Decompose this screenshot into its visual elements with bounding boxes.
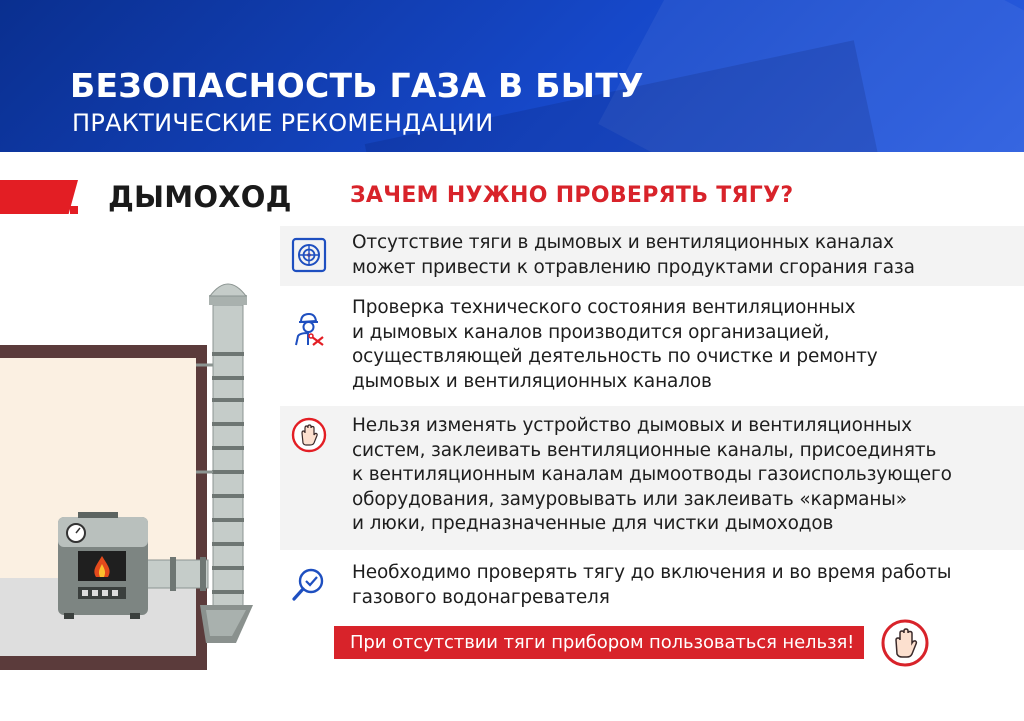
question-heading: ЗАЧЕМ НУЖНО ПРОВЕРЯТЬ ТЯГУ?	[350, 183, 794, 208]
list-item	[280, 554, 1024, 614]
section-marker-dot	[70, 206, 78, 214]
boiler-leg	[130, 613, 140, 619]
chimney-pipe	[213, 305, 243, 610]
ventilation-icon	[290, 236, 328, 274]
item-text: Отсутствие тяги в дымовых и вентиляционных каналах может привести к отравлению продуктами сгорания газа	[352, 232, 915, 278]
item-text: Нельзя изменять устройство дымовых и вентиляционных систем, заклеивать вентиляционные каналы, присоединять к вентиляционным каналам дымоотводы газоиспользующего оборудования, замуровывать или заклеивать «карманы» и люки, предназначенные для чистки дымоходов	[352, 415, 952, 534]
list-item	[280, 290, 1024, 400]
stop-hand-icon	[290, 416, 328, 454]
page-title: БЕЗОПАСНОСТЬ ГАЗА В БЫТУ	[70, 66, 644, 105]
room-bottom	[0, 656, 207, 670]
connector-ring	[200, 557, 206, 591]
section-title: ДЫМОХОД	[108, 180, 292, 214]
list-item	[280, 406, 1024, 550]
warning-banner: При отсутствии тяги прибором пользоваться нельзя!	[334, 626, 864, 659]
stop-hand-icon	[880, 618, 930, 668]
boiler-leg	[64, 613, 74, 619]
boiler-vent	[78, 512, 118, 518]
chimney-illustration	[0, 280, 270, 680]
item-text: Проверка технического состояния вентиляционных и дымовых каналов производится организацией, осуществляющей деятельность по очистке и ремонту дымовых и вентиляционных каналов	[352, 297, 878, 392]
connector-pipe	[146, 560, 208, 588]
header-divider	[0, 152, 1024, 155]
section-marker	[0, 180, 78, 214]
connector-ring	[170, 557, 176, 591]
magnifier-check-icon	[290, 566, 328, 604]
room-ceiling	[0, 345, 207, 358]
header-banner	[0, 0, 1024, 155]
list-item	[280, 226, 1024, 286]
worker-icon	[290, 310, 328, 348]
chimney-cap	[210, 284, 246, 296]
page-subtitle: ПРАКТИЧЕСКИЕ РЕКОМЕНДАЦИИ	[72, 109, 494, 137]
item-text: Необходимо проверять тягу до включения и во время работы газового водонагревателя	[352, 562, 952, 608]
